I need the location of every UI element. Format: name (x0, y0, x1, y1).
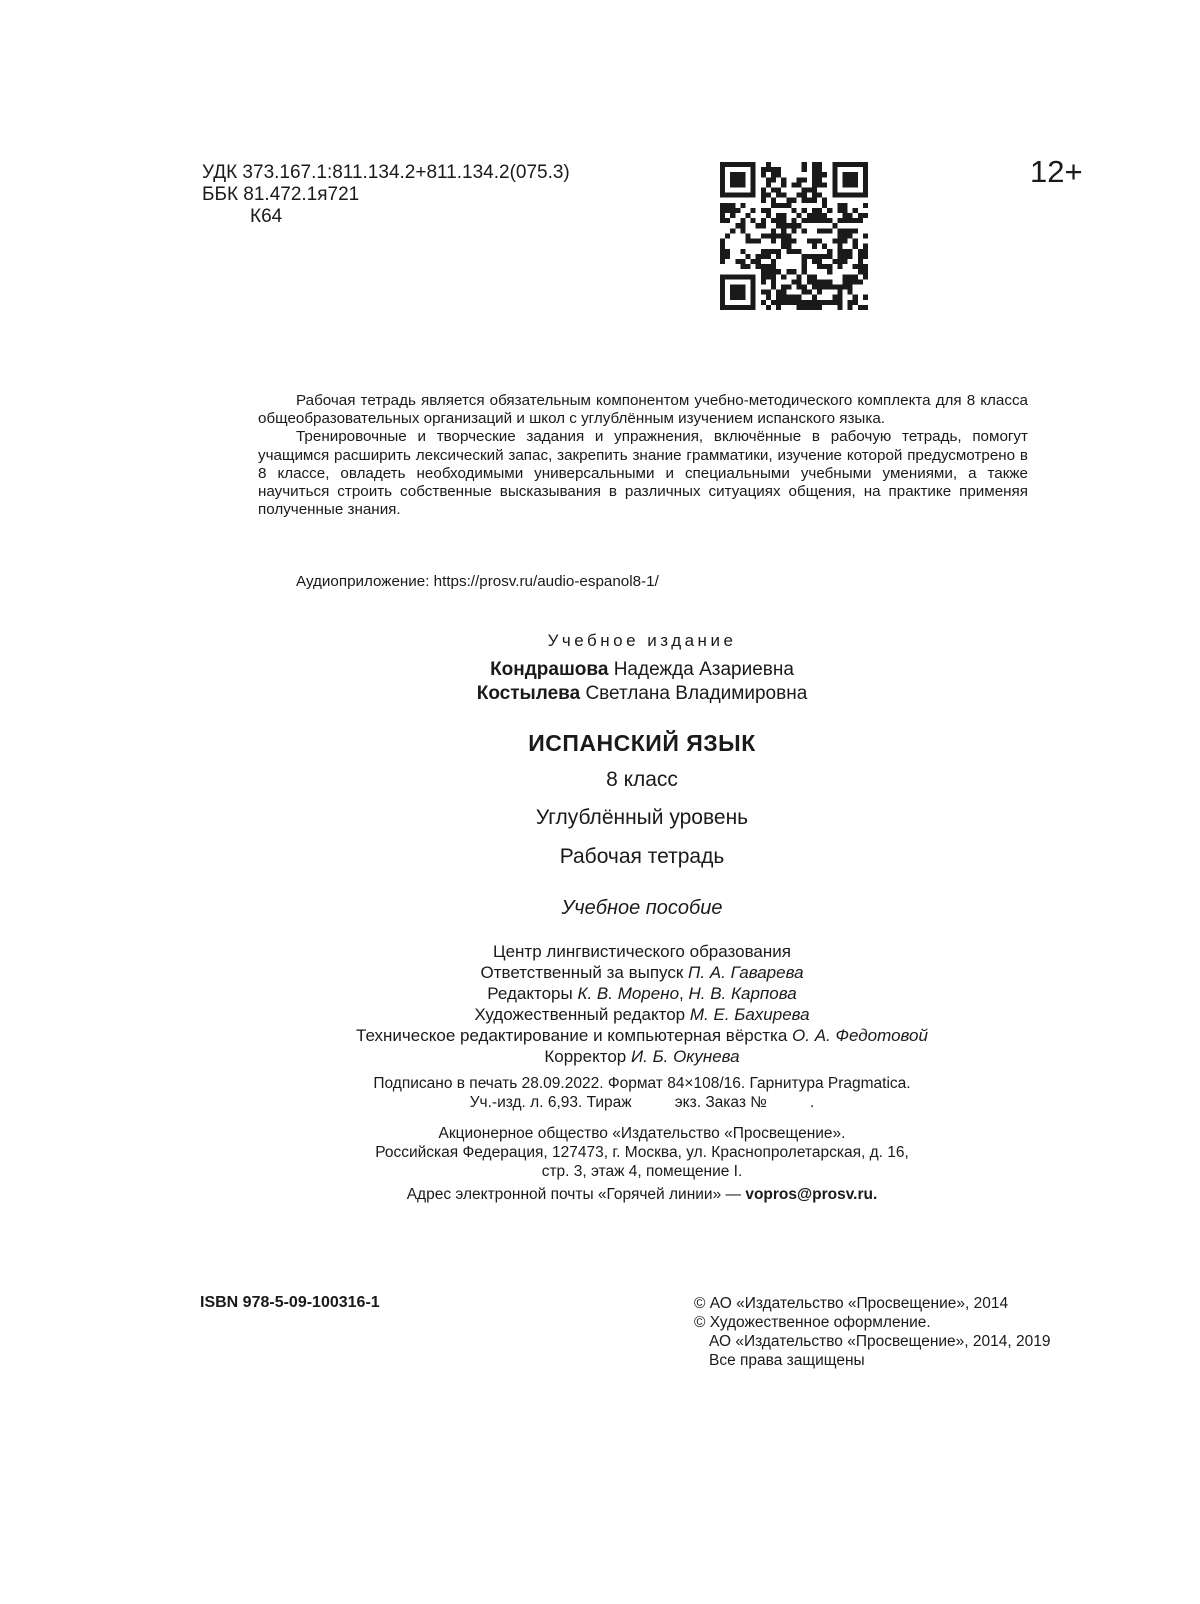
isbn: ISBN 978-5-09-100316-1 (200, 1294, 380, 1311)
credits-label: Редакторы (487, 984, 573, 1003)
publisher-info (300, 1124, 984, 1181)
bbk-code: ББК 81.472.1я721 (202, 184, 360, 205)
copyright-line: © АО «Издательство «Просвещение», 2014 (694, 1295, 1009, 1312)
author-1 (300, 658, 984, 682)
author-surname: Кондрашова (490, 659, 609, 680)
copyright-line: Все права защищены (709, 1352, 865, 1369)
credits-label: Ответственный за выпуск (480, 963, 684, 982)
annotation-paragraph: Рабочая тетрадь является обязательным компонентом учебно-методического комплекта для 8 класса общеобразовательных организаций и школ с углублённым изучением испанского языка. (258, 392, 1028, 428)
udk-code: УДК 373.167.1:811.134.2+811.134.2(075.3) (202, 162, 570, 183)
annotation (258, 392, 1028, 519)
age-rating: 12+ (1030, 154, 1083, 189)
credits-center: Центр лингвистического образования (493, 942, 791, 961)
credits-person: М. Е. Бахирева (689, 1005, 810, 1024)
credits-proof (300, 1046, 984, 1067)
author-2 (300, 682, 984, 706)
credits-tech (300, 1025, 984, 1046)
book-grade: 8 класс (606, 768, 678, 791)
credits-label: Художественный редактор (474, 1005, 686, 1024)
publisher-line: стр. 3, этаж 4, помещение I. (541, 1163, 743, 1180)
credits-art (300, 1004, 984, 1025)
credits-person: К. В. Морено (577, 984, 680, 1003)
author-name: Надежда Азариевна (613, 659, 794, 680)
edition-type: Учебное издание (547, 631, 737, 650)
copyright-line: АО «Издательство «Просвещение», 2014, 2019 (709, 1333, 1051, 1350)
printing-info (300, 1074, 984, 1112)
author-mark: К64 (250, 206, 283, 227)
book-type: Рабочая тетрадь (559, 845, 725, 868)
credits-person: И. Б. Окунева (630, 1047, 740, 1066)
credits (300, 941, 984, 1067)
credits-editors (300, 983, 984, 1004)
credits-label: Корректор (544, 1047, 627, 1066)
publisher-line: Российская Федерация, 127473, г. Москва, ул. Краснопролетарская, д. 16, (375, 1144, 909, 1161)
printing-line: Подписано в печать 28.09.2022. Формат 84×108/16. Гарнитура Pragmatica. (373, 1075, 911, 1092)
email-link[interactable]: vopros@prosv.ru. (745, 1186, 878, 1203)
book-level: Углублённый уровень (535, 806, 749, 829)
credits-person: О. А. Федотовой (792, 1026, 928, 1045)
credits-person: Н. В. Карпова (688, 984, 797, 1003)
qr-code-icon[interactable] (720, 162, 868, 310)
credits-label: Техническое редактирование и компьютерная вёрстка (356, 1026, 788, 1045)
credits-responsible (300, 962, 984, 983)
hotline-label: Адрес электронной почты «Горячей линии» — (406, 1186, 746, 1203)
udk-block (202, 162, 570, 228)
book-title: ИСПАНСКИЙ ЯЗЫК (528, 730, 756, 756)
publisher-line: Акционерное общество «Издательство «Просвещение». (438, 1125, 846, 1142)
book-manual: Учебное пособие (561, 897, 723, 919)
copyright (694, 1294, 1050, 1370)
copyright-line: © Художественное оформление. (694, 1314, 931, 1331)
audio-link[interactable]: Аудиоприложение: https://prosv.ru/audio-espanol8-1/ (296, 573, 659, 590)
author-name: Светлана Владимировна (585, 683, 808, 704)
hotline-email (300, 1186, 984, 1204)
comma: , (679, 984, 684, 1003)
author-surname: Костылева (476, 683, 581, 704)
printing-line: Уч.-изд. л. 6,93. Тираж экз. Заказ № . (469, 1094, 815, 1111)
credits-person: П. А. Гаварева (688, 963, 804, 982)
annotation-paragraph: Тренировочные и творческие задания и упражнения, включённые в рабочую тетрадь, помогут учащимся расширить лексический запас, закрепить знание грамматики, изучение которой предусмотрено в 8 классе, овладеть необходимыми универсальными и специальными учебными умениями, а также научиться строить собственные высказывания в различных ситуациях общения, на практике применяя полученные знания. (258, 428, 1028, 519)
